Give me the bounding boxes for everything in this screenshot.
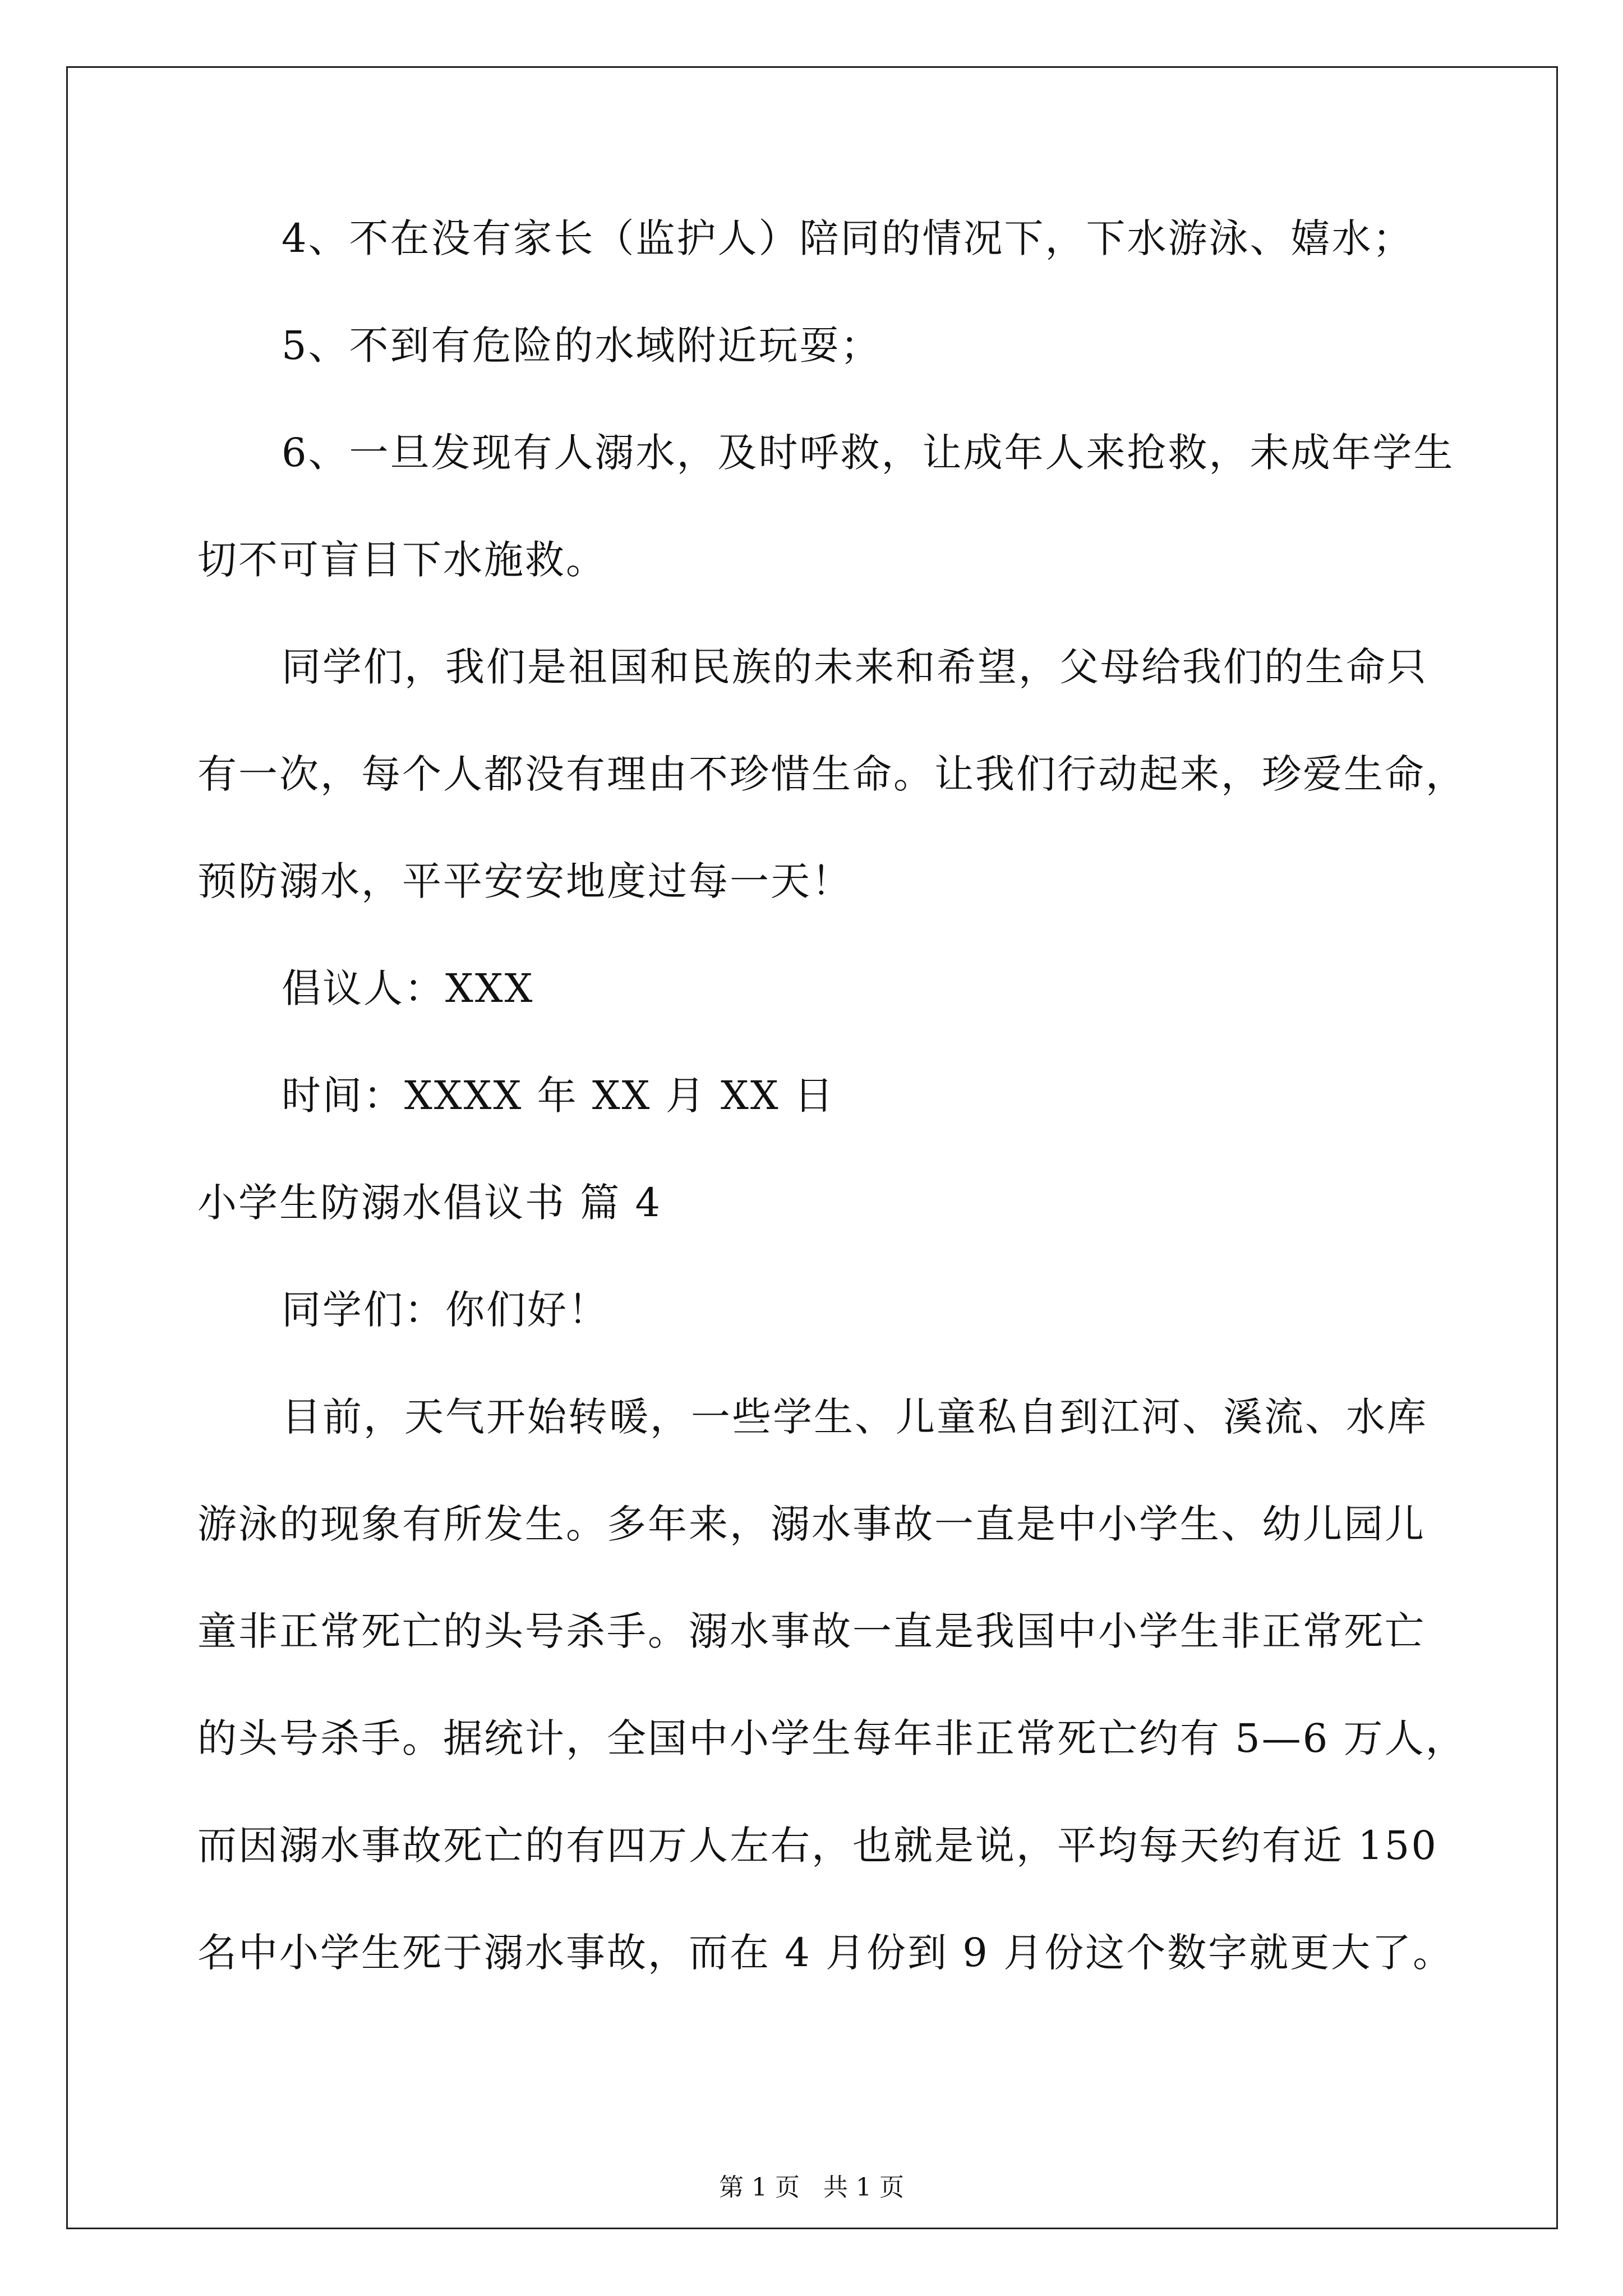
paragraph-line: 同学们，我们是祖国和民族的未来和希望，父母给我们的生命只: [282, 644, 1428, 690]
paragraph-line: 预防溺水，平平安安地度过每一天！: [197, 858, 852, 904]
paragraph-line: 游泳的现象有所发生。多年来，溺水事故一直是中小学生、幼儿园儿: [197, 1501, 1426, 1547]
paragraph-line: 的头号杀手。据统计，全国中小学生每年非正常死亡约有 5—6 万人，: [197, 1715, 1467, 1761]
list-item-6: 6、一旦发现有人溺水，及时呼救，让成年人来抢救，未成年学生: [282, 430, 1455, 476]
section-title: 小学生防溺水倡议书 篇 4: [197, 1180, 662, 1226]
paragraph-line: 而因溺水事故死亡的有四万人左右，也就是说，平均每天约有近 150: [197, 1823, 1438, 1869]
paragraph-line: 有一次，每个人都没有理由不珍惜生命。让我们行动起来，珍爱生命，: [197, 751, 1467, 797]
list-item-6-continued: 切不可盲目下水施救。: [197, 537, 607, 583]
proposer-line: 倡议人：XXX: [282, 965, 534, 1011]
paragraph-line: 名中小学生死于溺水事故，而在 4 月份到 9 月份这个数字就更大了。: [197, 1930, 1454, 1976]
document-body: [197, 185, 1467, 2007]
page-number-footer: 第 1 页 共 1 页: [719, 2173, 904, 2202]
greeting-line: 同学们：你们好！: [282, 1287, 609, 1333]
paragraph-line: 童非正常死亡的头号杀手。溺水事故一直是我国中小学生非正常死亡: [197, 1608, 1426, 1654]
paragraph-line: 目前，天气开始转暖，一些学生、儿童私自到江河、溪流、水库: [282, 1394, 1428, 1440]
list-item-4: 4、不在没有家长（监护人）陪同的情况下，下水游泳、嬉水；: [282, 215, 1414, 261]
list-item-5: 5、不到有危险的水域附近玩耍；: [282, 323, 882, 369]
date-line: 时间：XXXX 年 XX 月 XX 日: [282, 1073, 835, 1119]
